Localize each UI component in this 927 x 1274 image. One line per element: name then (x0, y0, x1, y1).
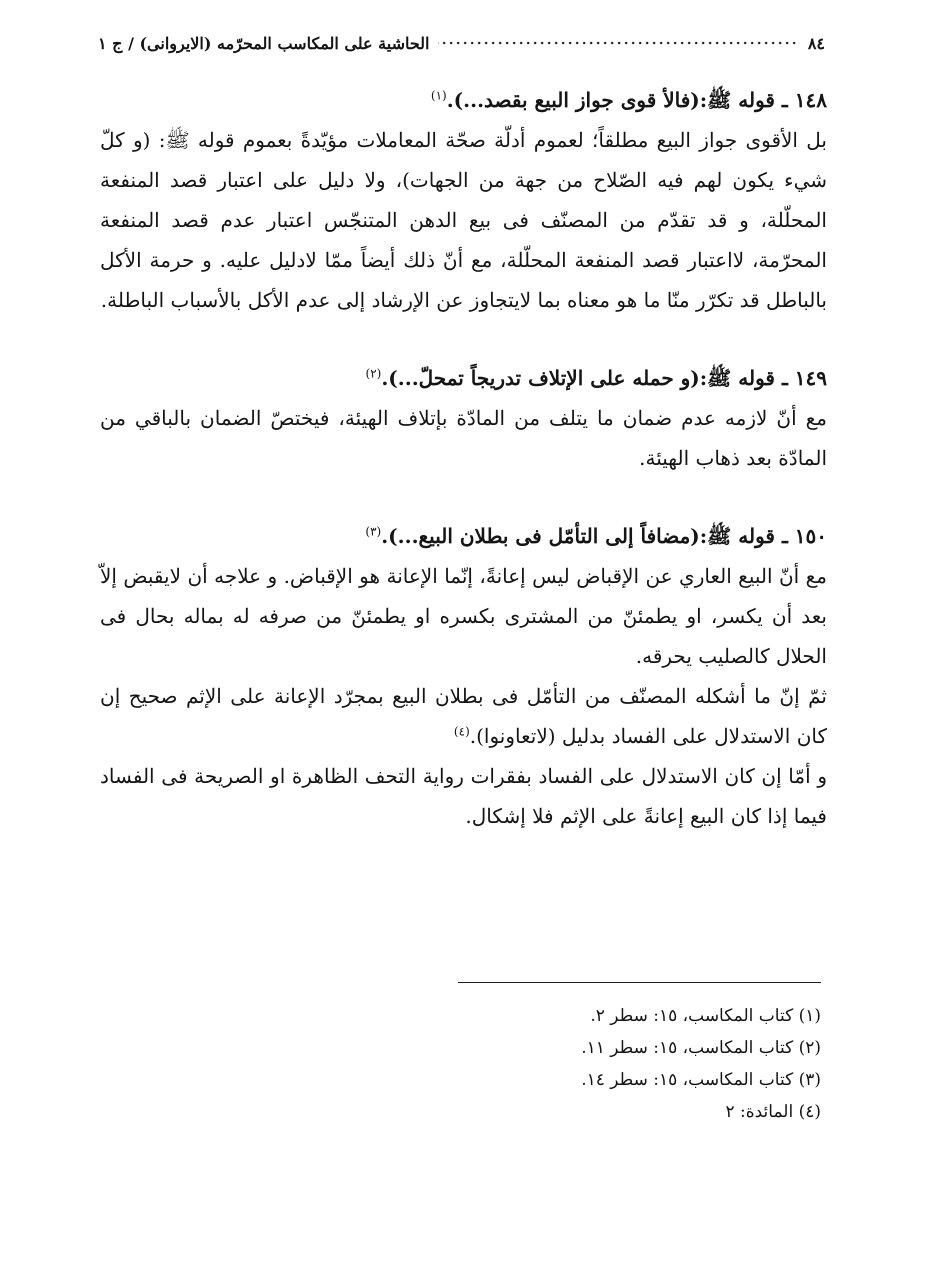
footnote: (٣) كتاب المكاسب، ١٥: سطر ١٤. (581, 1070, 821, 1090)
paragraph: ثمّ إنّ ما أشكله المصنّف من التأمّل فى بطلان البيع بمجرّد الإعانة على الإثم صحيح إن كان الاستدلال على الفساد بدليل (لاتعاونوا).$^{(٤)}$ (100, 684, 827, 748)
paragraph: مع أنّ البيع العاري عن الإقباض ليس إعانةً، إنّما الإعانة هو الإقباض. و علاجه أن لايقبض إلاّ بعد أن يكسر، او يطمئنّ من المشترى بكسره او يطمئنّ من صرفه له بماله بحال فى الحلال كالصليب يحرقه. (100, 564, 827, 668)
section-heading: ١٤٩ ـ قوله ﷺ:(و حمله على الإتلاف تدريجاً تمحلّ...).$^{(٢)}$ (365, 366, 827, 390)
main-text (100, 80, 827, 836)
section-heading: ١٥٠ ـ قوله ﷺ:(مضافاً إلى التأمّل فى بطلان البيع...).$^{(٣)}$ (365, 524, 827, 548)
paragraph: مع أنّ لازمه عدم ضمان ما يتلف من المادّة بإتلاف الهيئة، فيختصّ الضمان بالباقي من المادّة بعد ذهاب الهيئة. (100, 406, 827, 470)
footnote-separator (458, 982, 821, 983)
footnote-ref: (١) (430, 88, 447, 103)
commentary-149 (100, 358, 827, 478)
running-head (98, 28, 825, 58)
book-title: الحاشية على المكاسب المحرّمه (الايروانى) / ج ١ (98, 33, 430, 53)
footnote: (٢) كتاب المكاسب، ١٥: سطر ١١. (581, 1038, 821, 1058)
section-heading: ١٤٨ ـ قوله ﷺ:(فالأ قوى جواز البيع بقصد...).$^{(١)}$ (430, 88, 827, 112)
footnote: (٤) المائدة: ٢ (725, 1102, 821, 1122)
page-number: ٨٤ (807, 33, 825, 53)
commentary-148 (100, 80, 827, 320)
commentary-150 (100, 516, 827, 836)
footnote: (١) كتاب المكاسب، ١٥: سطر ٢. (590, 1006, 821, 1026)
footnote-ref: (٢) (365, 366, 382, 381)
leader-dots (438, 37, 800, 49)
paragraph: بل الأقوى جواز البيع مطلقاً؛ لعموم أدلّة صحّة المعاملات مؤيّدةً بعموم قوله ﷺ: (و كلّ شيء يكون لهم فيه الصّلاح من جهة من الجهات)، ولا دليل على اعتبار قصد المنفعة المحلّلة، و قد تقدّم من المصنّف فى بيع الدهن المتنجّس اعتبار عدم قصد المنفعة المحرّمة، لااعتبار قصد المنفعة المحلّلة، مع أنّ ذلك أيضاً ممّا لادليل عليه. و حرمة الأكل بالباطل قد تكرّر منّا ما هو معناه بما لايتجاوز عن الإرشاد إلى عدم الأكل بالأسباب الباطلة. (100, 128, 827, 312)
footnote-ref: (٤) (453, 724, 470, 739)
footnote-ref: (٣) (365, 524, 382, 539)
paragraph: و أمّا إن كان الاستدلال على الفساد بفقرات رواية التحف الظاهرة او الصريحة فى الفساد فيما إذا كان البيع إعانةً على الإثم فلا إشكال. (100, 764, 827, 828)
footnotes (458, 1000, 821, 1128)
